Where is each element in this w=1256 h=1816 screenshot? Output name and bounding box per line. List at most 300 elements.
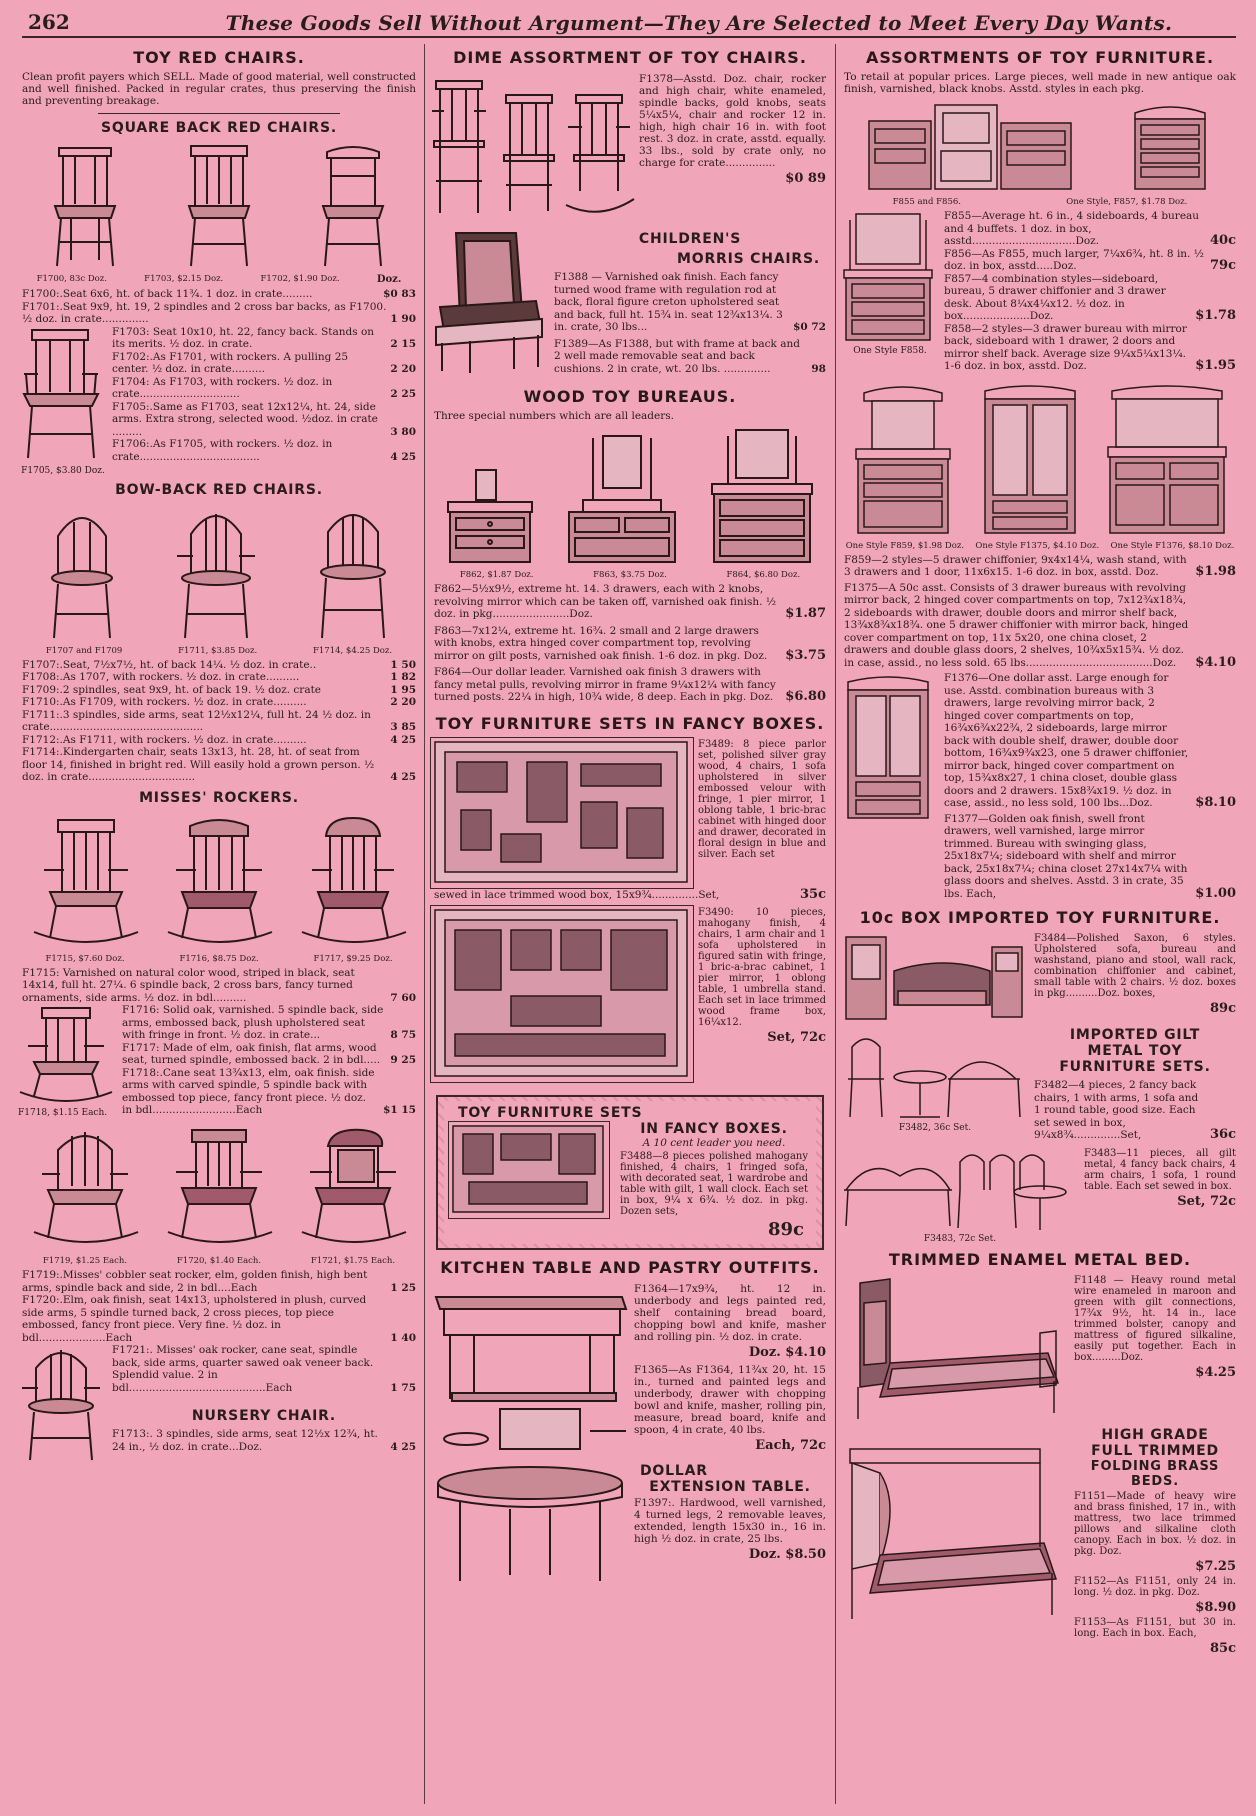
rocker-image	[18, 1004, 114, 1108]
item-row	[22, 967, 416, 1005]
item-price: 35c	[799, 886, 826, 902]
bureau-illustrations	[430, 426, 830, 566]
kitchen-table-image	[430, 1281, 630, 1457]
gilt-block-2	[840, 1146, 1240, 1244]
item-price: $8.10	[1195, 795, 1236, 810]
item-text: sewed in lace trimmed wood box, 15x9¾..............Set,	[434, 888, 720, 901]
item-price: $1.95	[1195, 358, 1236, 373]
section-title: KITCHEN TABLE AND PASTRY OUTFITS.	[440, 1258, 820, 1277]
caption: F1707 and F1709	[45, 645, 123, 656]
item-text: F1717: Made of elm, oak finish, flat arms, wood seat, turned spindle, embossed back. 2 in bdl.....	[122, 1041, 381, 1066]
item-text: F1714:.Kindergarten chair, seats 13x13, ht. 28, ht. of seat from floor 14, finished in bright red. Will easily hold a grown person. ½ doz. in crate................................	[22, 746, 375, 783]
item-text: F1705:.Same as F1703, seat 12x12¼, ht. 24, side arms. Extra strong, selected wood. ½doz. in crate .........	[112, 400, 378, 438]
item-row	[112, 401, 416, 439]
item-text: F3490: 10 pieces, mahogany finish, 4 chairs, 1 arm chair and 1 sofa upholstered in figured satin with fringe, 1 bric-a-brac cabinet, 1 pier mirror, 1 oblong table, 1 umbrella stand. Each set in lace trimmed wood frame box, 16¼x12.	[698, 907, 826, 1028]
item-price: Doz. $4.10	[748, 1345, 826, 1360]
item-text: F855—Average ht. 6 in., 4 sideboards, 4 bureau and 4 buffets. 1 doz. in box, asstd...............................Doz.	[944, 210, 1200, 247]
column-left	[18, 44, 420, 1806]
item-price: 36c	[1209, 1127, 1236, 1142]
assort-block	[840, 210, 1240, 373]
item-text: F1713:. 3 spindles, side arms, seat 12½x 12¾, ht. 24 in., ½ doz. in crate...Doz.	[112, 1428, 378, 1453]
item-price: $4.10	[1195, 654, 1236, 670]
item-price: 3 80	[390, 425, 416, 438]
item-price: 1 50	[390, 658, 416, 671]
furniture-assortment-image	[865, 101, 1075, 193]
armchair-items	[108, 326, 420, 476]
item-price: Set, 72c	[1177, 1193, 1236, 1209]
furniture-set-image	[431, 906, 691, 1080]
caption: F1718, $1.15 Each.	[18, 1108, 108, 1118]
item-text: F863—7x12¼, extreme ht. 16¾. 2 small and 2 large drawers with knobs, extra hinged cover compartment top, revolving mirror on gilt posts, varnished oak finish. 1-6 doz. in pkg. Doz.	[434, 624, 768, 662]
caption: F1719, $1.25 Each.	[42, 1256, 128, 1266]
assort-figure	[840, 210, 940, 373]
armchair-block	[18, 326, 420, 476]
section-title: METAL TOY	[1087, 1043, 1183, 1059]
caption-row	[840, 541, 1240, 551]
banner-text	[610, 1121, 812, 1240]
dime-block	[430, 71, 830, 221]
bureau-image	[442, 466, 538, 566]
item-price: $0 72	[793, 321, 826, 333]
dime-figure	[430, 71, 635, 221]
column-divider	[835, 44, 836, 1804]
rocker-illustrations	[18, 1122, 420, 1252]
kitchen-block	[430, 1281, 830, 1457]
section-title: BOW-BACK RED CHAIRS.	[115, 481, 323, 498]
china-closet-image	[975, 381, 1085, 537]
caption: F1714, $4.25 Doz.	[313, 645, 393, 656]
section-title: DIME ASSORTMENT OF TOY CHAIRS.	[453, 48, 807, 67]
item-price: 2 15	[390, 338, 416, 350]
item-row	[112, 326, 416, 351]
item-row	[112, 351, 416, 376]
item-text: F1711:.3 spindles, side arms, seat 12½x12¼, full ht. 24 ½ doz. in crate..............................................	[22, 708, 371, 733]
item-text: F3484—Polished Saxon, 6 styles. Upholstered sofa, bureau and washstand, piano and stool, wall rack, combination chiffonier and cabinet, small table with 2 chairs. ½ doz. boxes in pkg..........Doz. boxes,	[1034, 933, 1236, 999]
banner-row	[448, 1121, 812, 1240]
caption: One Style F1375, $4.10 Doz.	[975, 540, 1100, 551]
item-price: 1 82	[390, 671, 416, 683]
item-row	[844, 554, 1236, 579]
section-title: FURNITURE SETS.	[1059, 1059, 1211, 1075]
brass-figure	[840, 1427, 1070, 1656]
section-title: TRIMMED ENAMEL METAL BED.	[888, 1249, 1192, 1269]
item-price: 4 25	[390, 771, 416, 783]
rocker-figure	[18, 1004, 118, 1118]
mahogany-set-box	[430, 905, 694, 1083]
item-price: $6.80	[785, 689, 826, 704]
dollar-figure	[430, 1457, 630, 1587]
caption: F1720, $1.40 Each.	[176, 1256, 262, 1266]
item-text: F857—4 combination styles—sideboard, bureau, 5 drawer chiffonier and 3 drawer desk. About 8¼x4¼x12. ½ doz. in box....................Doz.	[944, 272, 1166, 322]
doz-label: Doz.	[376, 274, 402, 285]
caption-row	[840, 197, 1240, 207]
item-text: F864—Our dollar leader. Varnished oak finish 3 drawers with fancy metal pulls, revolving mirror in frame 9¼x12¼ with fancy turned posts. 22¼ in high, 10¾ wide, 8 deep. Each in pkg. Doz.	[434, 666, 776, 703]
item-price: $8.90	[1195, 1599, 1236, 1615]
caption: F3483, 72c Set.	[923, 1233, 997, 1244]
morris-chair-image	[430, 227, 548, 377]
assortment-illustrations	[840, 377, 1240, 537]
fancy-box-banner	[436, 1095, 824, 1250]
morris-block	[430, 227, 830, 377]
item-row	[122, 1042, 416, 1067]
item-row	[22, 1294, 416, 1344]
gilt-text	[1030, 1027, 1240, 1142]
rocker-block	[18, 1004, 420, 1118]
caption: F862, $1.87 Doz.	[459, 570, 534, 580]
item-text: F1364—17x9¾, ht. 12 in. underbody and legs painted red, shelf containing bread board, chopping bowl and knife, masher and rolling pin. ½ doz. in crate.	[634, 1283, 826, 1343]
caption: F1700, 83c Doz.	[36, 274, 107, 284]
item-price: 2 25	[390, 388, 416, 400]
item-text: F1152—As F1151, only 24 in. long. ½ doz. in pkg. Doz.	[1074, 1575, 1236, 1598]
rocker-image	[30, 1126, 140, 1252]
bureau-image	[563, 430, 681, 566]
item-row	[122, 1004, 416, 1042]
item-row	[944, 323, 1236, 373]
item-price: $1.78	[1195, 308, 1236, 323]
rocker-image	[30, 814, 140, 950]
item-price: 2 20	[390, 363, 416, 375]
item-text: F1388 — Varnished oak finish. Each fancy turned wood frame with regulation rod at back, floral figure creton upholstered seat and back, full ht. 15¾ in. seat 12¾x13¼. 3 in. crate, 30 lbs...	[554, 271, 783, 333]
item-price: 9 25	[390, 1054, 416, 1066]
brass-text	[1070, 1427, 1240, 1656]
running-title: These Goods Sell Without Argument—They Are Selected to Meet Every Day Wants.	[225, 11, 1173, 35]
item-row	[844, 582, 1236, 670]
item-price: 1 75	[390, 1381, 416, 1394]
item-price: Each, 72c	[755, 1438, 826, 1453]
gilt-text-2	[1080, 1146, 1240, 1244]
caption-row	[430, 570, 830, 580]
toy-furniture-image	[840, 931, 1028, 1023]
divider	[98, 113, 340, 114]
nursery-items	[108, 1344, 420, 1464]
caption: F863, $3.75 Doz.	[593, 570, 667, 580]
caption-row	[18, 954, 420, 964]
gilt-figure-2	[840, 1146, 1080, 1244]
extension-table-image	[430, 1457, 630, 1587]
item-row	[554, 338, 826, 376]
item-text: F1709:.2 spindles, seat 9x9, ht. of back 19. ½ doz. crate	[22, 683, 322, 696]
rocker-image	[164, 1126, 274, 1252]
armchair-image	[18, 326, 104, 466]
item-text: F1151—Made of heavy wire and brass finished, 17 in., with mattress, two lace trimmed pillows and silkaline cloth canopy. Each in box. ½ doz. in pkg. Doz.	[1074, 1490, 1236, 1557]
item-row	[944, 210, 1236, 248]
item-text: F1701:.Seat 9x9, ht. 19, 2 spindles and 2 cross bar backs, as F1700. ½ doz. in crate..............	[22, 300, 387, 325]
rocker-image	[164, 814, 274, 950]
item-text: F1378—Asstd. Doz. chair, rocker and high chair, white enameled, spindle backs, gold knobs, seats 5¼x5¼, chair and rocker 12 in. high, high chair 16 in. with foot rest. 3 doz. in crate, asstd. equally. 33 lbs., sold by crate only, no charge for crate...............	[639, 73, 826, 169]
item-row	[944, 248, 1236, 273]
gilt-set-image	[840, 1146, 1076, 1234]
section-title: CHILDREN'S	[638, 231, 742, 247]
item-price: 1 40	[390, 1331, 416, 1344]
item-price: $1 15	[383, 1104, 416, 1116]
small-set-box	[448, 1121, 610, 1219]
item-text: F1716: Solid oak, varnished. 5 spindle back, side arms, embossed back, plush upholstered seat with fringe in front. ½ doz. in crate...	[122, 1004, 384, 1041]
nursery-block	[18, 1344, 420, 1464]
item-text: F1706:.As F1705, with rockers. ½ doz. in crate....................................	[112, 438, 333, 463]
sideboard-image	[1102, 381, 1232, 537]
section-intro: Three special numbers which are all leaders.	[434, 410, 674, 422]
item-text: F1376—One dollar asst. Large enough for use. Asstd. combination bureaus with 3 drawers, large revolving mirror back, 2 hinged cover compartments on top, 16¾x6¾x22¾, 2 sideboards, large mirror back with double shelf, drawer, double door bottom, 16¾x9¾x23, one 5 drawer chiffonier, mirror back, hinged cover compartment on top, 15¾x8x27, 1 china closet, double glass doors and 2 drawers. 15x8¾x19. ½ doz. in case, assid., no less sold, 100 lbs...Doz.	[944, 672, 1189, 809]
item-text: F1704: As F1703, with rockers. ½ doz. in crate..............................	[112, 375, 333, 400]
armchair-figure	[18, 326, 108, 476]
item-text: F858—2 styles—3 drawer bureau with mirror back, sideboard with 1 drawer, 2 doors and mirror shelf back. Average size 9¼x5¼x13¼. 1-6 doz. in box, asstd. Doz.	[944, 322, 1187, 372]
item-price: 89c	[767, 1219, 804, 1240]
item-price: 79c	[1209, 258, 1236, 273]
item-text: F1703: Seat 10x10, ht. 22, fancy back. Stands on its merits. ½ doz. in crate.	[112, 325, 375, 350]
caption: One Style F859, $1.98 Doz.	[845, 540, 965, 551]
assortment-illustrations	[840, 99, 1240, 193]
column-right	[840, 44, 1240, 1806]
chair-image	[18, 1344, 104, 1464]
gilt-block	[840, 1027, 1240, 1142]
morris-text	[550, 227, 830, 377]
chair-image	[171, 506, 261, 642]
kitchen-text	[630, 1281, 830, 1457]
furniture-set-image	[449, 1122, 607, 1216]
page-header	[22, 10, 1236, 38]
item-text: F1707:.Seat, 7½x7½, ht. of back 14¼. ½ doz. in crate..	[22, 658, 317, 671]
item-price: 4 25	[390, 733, 416, 746]
item-price: Set, 72c	[767, 1030, 826, 1045]
item-row	[944, 813, 1236, 901]
brass-block	[840, 1427, 1240, 1656]
item-price: $1.98	[1195, 564, 1236, 579]
item-text: F3483—11 pieces, all gilt metal, 4 fancy back chairs, 4 arm chairs, 1 sofa, 1 round table. Each set sewed in box.	[1084, 1147, 1236, 1192]
caption: F1721, $1.75 Each.	[310, 1256, 396, 1266]
rocker-image	[298, 1126, 408, 1252]
item-text: F1153—As F1151, but 30 in. long. Each in box. Each,	[1074, 1616, 1236, 1639]
item-text: F859—2 styles—5 drawer chiffonier, 9x4x14¼, wash stand, with 3 drawers and 1 door, 11x6x15. 1-6 doz. in box, asstd. Doz.	[844, 553, 1187, 578]
chair-image	[45, 142, 125, 270]
item-row	[22, 1269, 416, 1294]
caption: F855 and F856.	[892, 197, 961, 207]
item-price: 85c	[1209, 1640, 1236, 1656]
gilt-figure	[840, 1027, 1030, 1142]
bureau-image	[840, 210, 936, 346]
section-title: IMPORTED GILT	[1069, 1027, 1201, 1043]
morris-figure	[430, 227, 550, 377]
item-row	[22, 746, 416, 784]
caption: One Style F858.	[853, 346, 927, 356]
item-price: $1.87	[785, 606, 826, 621]
item-text: F1397:. Hardwood, well varnished, 4 turned legs, 2 removable leaves, extended, length 15x30 in., 16 in. high ½ doz. in crate, 25 lbs.	[634, 1497, 826, 1545]
chair-image	[179, 142, 259, 270]
item-price: 40c	[1209, 233, 1236, 248]
rocker-items	[118, 1004, 420, 1118]
chair-illustrations	[18, 140, 420, 270]
item-price: 8 75	[390, 1029, 416, 1041]
item-row	[112, 1428, 416, 1453]
set-block	[430, 737, 830, 889]
set-block	[430, 905, 830, 1083]
item-text: F1365—As F1364, 11¾x 20, ht. 15 in., turned and painted legs and underbody, drawer with chopping bowl and knife, masher, rolling pin, measure, bread board, knife and spoon, 4 in crate, 40 lbs.	[634, 1364, 826, 1436]
caption: One Style F1376, $8.10 Doz.	[1110, 540, 1235, 551]
section-title: ASSORTMENTS OF TOY FURNITURE.	[865, 48, 1215, 67]
caption-row	[18, 646, 420, 656]
item-price: $4.25	[1195, 1364, 1236, 1380]
item-row	[434, 886, 826, 902]
item-row	[22, 734, 416, 747]
item-price: 1 25	[390, 1281, 416, 1294]
item-price: Doz. $8.50	[748, 1547, 826, 1562]
enamel-block	[840, 1273, 1240, 1423]
section-title: 10c BOX IMPORTED TOY FURNITURE.	[859, 908, 1221, 927]
item-row	[22, 301, 416, 326]
dollar-text	[630, 1457, 830, 1587]
caption: F1703, $2.15 Doz.	[144, 274, 224, 284]
item-row	[944, 672, 1236, 810]
column-divider	[424, 44, 425, 1804]
section-title: SQUARE BACK RED CHAIRS.	[101, 120, 337, 136]
tenc-figure	[840, 931, 1030, 1023]
item-price: 3 85	[390, 721, 416, 733]
dollar-block	[430, 1457, 830, 1587]
item-row	[434, 666, 826, 704]
section-title: FULL TRIMMED	[1091, 1442, 1219, 1459]
item-row	[112, 438, 416, 463]
caption: F1715, $7.60 Doz.	[45, 953, 125, 964]
section-title: DOLLAR	[640, 1463, 708, 1479]
chair-illustrations	[18, 502, 420, 642]
item-price: 89c	[1209, 1001, 1236, 1016]
item-row	[434, 625, 826, 663]
tenc-text	[1030, 931, 1240, 1023]
subtitle: A 10 cent leader you need.	[642, 1137, 786, 1149]
item-text: F1720:.Elm, oak finish, seat 14x13, upholstered in plush, curved side arms, 5 spindle turned back, 2 cross pieces, top piece embossed, fancy front piece. Very fine. ½ doz. in bdl....................Each	[22, 1294, 367, 1344]
item-row	[22, 659, 416, 672]
item-price: $3.75	[785, 647, 826, 663]
item-row	[1034, 1079, 1236, 1142]
enamel-bed-image	[840, 1273, 1068, 1423]
item-price: 4 25	[390, 1440, 416, 1453]
item-text: F1700:.Seat 6x6, ht. of back 11¾. 1 doz. in crate.........	[22, 288, 313, 300]
asst-items	[940, 672, 1240, 900]
item-price: 1 90	[390, 313, 416, 325]
item-price: 2 20	[390, 696, 416, 708]
item-row	[22, 671, 416, 684]
section-title: TOY FURNITURE SETS	[458, 1105, 643, 1121]
chair-image	[313, 142, 393, 270]
enamel-text	[1070, 1273, 1240, 1423]
section-title: IN FANCY BOXES.	[640, 1121, 788, 1137]
asst-figure	[840, 672, 940, 900]
page-number: 262	[28, 10, 70, 34]
item-text: F1710:.As F1709, with rockers. ½ doz. in crate..........	[22, 696, 307, 708]
item-row	[22, 684, 416, 697]
set-text	[694, 737, 830, 889]
item-row	[554, 271, 826, 334]
assort-items	[940, 210, 1240, 373]
item-price: $0 83	[383, 288, 416, 300]
section-title: EXTENSION TABLE.	[649, 1479, 811, 1495]
caption: F1716, $8.75 Doz.	[179, 953, 259, 964]
caption-row	[18, 274, 420, 285]
bureau-image	[706, 426, 818, 566]
section-intro: Clean profit payers which SELL. Made of good material, well constructed and well finished. Packed in regular crates, thus preserving the finish and preventing breakage.	[22, 71, 416, 107]
banner-content	[444, 1101, 816, 1244]
item-text: F1389—As F1388, but with frame at back and 2 well made removable seat and back cushions. 2 in crate, wt. 20 lbs. ..............	[554, 337, 801, 375]
item-row	[112, 1344, 416, 1394]
caption: F1717, $9.25 Doz.	[313, 953, 393, 964]
item-text: F862—5½x9½, extreme ht. 14. 3 drawers, each with 2 knobs, revolving mirror which can be taken off, varnished oak finish. ½ doz. in pkg.......................Doz.	[434, 583, 776, 620]
item-price: $0 89	[785, 171, 826, 186]
nursery-figure	[18, 1344, 108, 1464]
item-text: F1702:.As F1701, with rockers. A pulling 25 center. ½ doz. in crate..........	[112, 350, 349, 375]
item-text: F3488—8 pieces polished mahogany finished, 4 chairs, 1 fringed sofa, with decorated seat, 1 wardrobe and table with gilt, 1 wall clock. Each set in box, 9¼ x 6¾. ½ doz. in pkg. Dozen sets,	[620, 1151, 808, 1217]
enamel-figure	[840, 1273, 1070, 1423]
section-title: NURSERY CHAIR.	[191, 1408, 337, 1424]
item-text: F1377—Golden oak finish, swell front drawers, well varnished, large mirror trimmed. Bureau with swinging glass, 25x18x7¼; sideboard with shelf and mirror back, 25x18x7¼; china closet 27x14x7¼ with glass doors and shelves. Asstd. 3 in crate, 35 lbs. Each,	[944, 812, 1188, 900]
set-text	[694, 905, 830, 1083]
item-text: F1712:.As F1711, with rockers. ½ doz. in crate..........	[22, 733, 307, 746]
caption-row	[18, 1256, 420, 1266]
section-title: FOLDING BRASS BEDS.	[1090, 1458, 1220, 1489]
item-text: F3489: 8 piece parlor set, polished silver gray wood, 4 chairs, 1 sofa upholstered in silver embossed velour with fringe, 1 pier mirror, 1 oblong table, 1 bric-brac cabinet with hinged door and drawer, decorated in floral design in blue and silver. Each set	[698, 738, 826, 860]
caption: F864, $6.80 Doz.	[726, 570, 801, 580]
section-title: WOOD TOY BUREAUS.	[523, 387, 737, 406]
item-text: F856—As F855, much larger, 7¼x6¾, ht. 8 in. ½ doz. in box, asstd.....Doz.	[944, 247, 1204, 272]
dime-text	[635, 71, 830, 221]
item-price: $7.25	[1195, 1558, 1236, 1574]
item-text: F1721:. Misses' oak rocker, cane seat, spindle back, side arms, quarter sawed oak veneer back. Splendid value. 2 in bdl.........................................Each	[112, 1344, 374, 1394]
caption: F1705, $3.80 Doz.	[21, 465, 105, 476]
brass-bed-image	[840, 1443, 1068, 1623]
item-row	[112, 376, 416, 401]
washstand-image	[848, 381, 958, 537]
item-price: $1.00	[1195, 885, 1236, 901]
section-title: TOY RED CHAIRS.	[133, 48, 305, 67]
caption: F1711, $3.85 Doz.	[178, 645, 258, 656]
item-text: F1148 — Heavy round metal wire enameled in maroon and green with gilt connections, 17¾x 9½, ht. 14 in., lace trimmed bolster, canopy and mattress of figured silkaline, easily put together. Each in box.........Doz.	[1074, 1274, 1236, 1363]
section-title: MISSES' ROCKERS.	[139, 789, 299, 806]
furniture-set-image	[431, 738, 691, 886]
caption: One Style, F857, $1.78 Doz.	[1066, 197, 1188, 207]
parlor-set-box	[430, 737, 694, 889]
item-row	[944, 273, 1236, 323]
gilt-set-image	[840, 1027, 1028, 1123]
item-price: 4 25	[390, 450, 416, 463]
item-row	[122, 1067, 416, 1117]
asst-block	[840, 672, 1240, 900]
rocker-image	[298, 814, 408, 950]
chiffonier-image	[1125, 101, 1215, 193]
item-row	[22, 696, 416, 709]
section-title: MORRIS CHAIRS.	[677, 251, 820, 267]
item-text: F3482—4 pieces, 2 fancy back chairs, 1 with arms, 1 sofa and 1 round table, good size. Each set sewed in box, 9¼x8¾..............Set,	[1034, 1079, 1199, 1141]
china-closet-image	[840, 672, 936, 822]
caption: F3482, 36c Set.	[898, 1123, 972, 1133]
item-row	[22, 709, 416, 734]
section-title: HIGH GRADE	[1101, 1426, 1209, 1443]
toy-chairs-image	[430, 71, 635, 221]
caption: F1702, $1.90 Doz.	[260, 274, 340, 284]
section-intro: To retail at popular prices. Large pieces, well made in new antique oak finish, varnished, black knobs. Asstd. styles in each pkg.	[844, 71, 1236, 95]
kitchen-figure	[430, 1281, 630, 1457]
tenc-block	[840, 931, 1240, 1023]
item-row	[22, 288, 416, 301]
item-text: F1719:.Misses' cobbler seat rocker, elm, golden finish, high bent arms, spindle back and side, 2 in bdl....Each	[22, 1269, 368, 1294]
item-text: F1708:.As 1707, with rockers. ½ doz. in crate..........	[22, 671, 300, 683]
item-price: 7 60	[390, 991, 416, 1004]
item-row	[434, 583, 826, 621]
item-text: F1718:.Cane seat 13¾x13, elm, oak finish. side arms with carved spindle, 5 spindle back with embossed top piece, fancy front piece. ½ doz. in bdl.........................Each	[122, 1066, 375, 1116]
column-middle	[430, 44, 830, 1806]
item-text: F1715: Varnished on natural color wood, striped in black, seat 14x14, full ht. 27¼. 6 spindle back, 2 cross bars, fancy turned ornaments, side arms. ½ doz. in bdl..........	[22, 966, 355, 1004]
item-price: 1 95	[390, 683, 416, 696]
item-price: 98	[811, 362, 826, 375]
item-text: F1375—A 50c asst. Consists of 3 drawer bureaus with revolving mirror back, 2 hinged cover compartments on top, 7x12¾x18¾, 2 sideboards with drawer, double doors and mirror shelf back, 13¾x8¾x18¾. one 5 drawer chiffonier with mirror back, hinged cover compartment on top, 11x 5x20, one china closet, 2 drawers and double glass doors, 2 shelves, 10¾x5x15¾. ½ doz. in case, assid., no less sold. 65 lbs......................................Doz.	[844, 581, 1189, 669]
rocker-illustrations	[18, 810, 420, 950]
